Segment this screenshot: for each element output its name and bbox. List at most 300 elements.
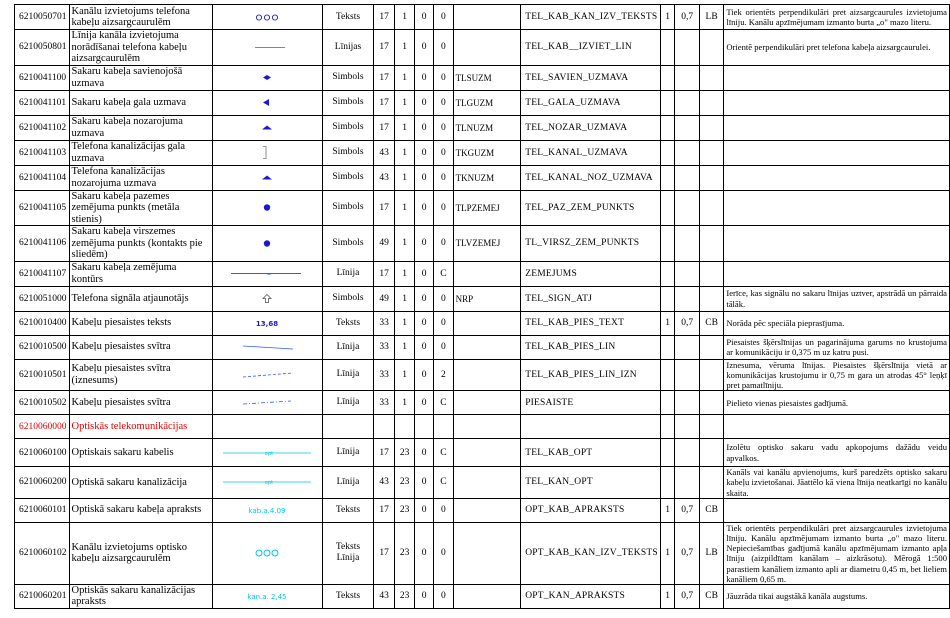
desc-cell (724, 498, 950, 522)
c4-cell: 2 (434, 359, 453, 391)
symbol-cell (212, 439, 322, 467)
c7-cell (699, 391, 723, 415)
c3-cell: 0 (414, 286, 433, 311)
ground-line-icon (217, 263, 317, 284)
c3-cell (414, 415, 433, 439)
section-header-row (15, 415, 950, 439)
opt-cable-line-icon (217, 441, 317, 465)
c7-cell (699, 90, 723, 115)
type-cell (323, 5, 374, 30)
type-cell (323, 30, 374, 66)
c6-cell (675, 467, 699, 499)
code-cell: 6210010502 (15, 391, 70, 415)
type-cell (323, 311, 374, 335)
c1-cell: 17 (373, 30, 394, 66)
c5-cell (660, 439, 675, 467)
c5-cell (660, 335, 675, 359)
name-cell: Optiskā sakaru kanalizācija (69, 467, 212, 499)
abbr-cell (453, 522, 521, 584)
c2-cell: 23 (395, 439, 415, 467)
code-cell: 6210041102 (15, 115, 70, 140)
c5-cell (660, 359, 675, 391)
c7-cell: CB (699, 498, 723, 522)
name-cell: Telefona kanalizācijas gala uzmava (69, 140, 212, 165)
type-cell (323, 359, 374, 391)
full-cell: TEL_KAB_PIES_TEXT (521, 311, 661, 335)
type-label: Simbols (332, 147, 364, 157)
slanted-line-icon (217, 337, 317, 357)
c6-cell (675, 140, 699, 165)
c7-cell (699, 439, 723, 467)
code-cell: 6210060100 (15, 439, 70, 467)
dashed-line-icon (217, 365, 317, 385)
abbr-cell (453, 311, 521, 335)
type-cell (323, 190, 374, 226)
c4-cell: 0 (434, 90, 453, 115)
abbr-cell: TKNUZM (453, 165, 521, 190)
c3-cell: 0 (414, 498, 433, 522)
c2-cell: 1 (395, 311, 415, 335)
c6-cell (675, 359, 699, 391)
c4-cell: 0 (434, 5, 453, 30)
c7-cell (699, 467, 723, 499)
desc-cell: Orientē perpendikulāri pret telefona kabeļa aizsargcaurulei. (724, 30, 950, 66)
table-row (15, 359, 950, 391)
table-row (15, 335, 950, 359)
dot-icon (217, 230, 317, 257)
type-label: Līnija (336, 268, 360, 278)
c2-cell: 23 (395, 467, 415, 499)
full-cell: TEL_KAB_OPT (521, 439, 661, 467)
table-row (15, 30, 950, 66)
name-cell: Sakaru kabeļa gala uzmava (69, 90, 212, 115)
c1-cell: 49 (373, 286, 394, 311)
symbol-cell (212, 415, 322, 439)
c5-cell (660, 90, 675, 115)
c2-cell: 1 (395, 226, 415, 262)
abbr-cell (453, 30, 521, 66)
type-cell (323, 140, 374, 165)
three-cyan-circles-icon (217, 532, 317, 574)
c3-cell: 0 (414, 522, 433, 584)
symbol-cell (212, 165, 322, 190)
full-cell: ZEMEJUMS (521, 261, 661, 286)
code-cell: 6210060201 (15, 584, 70, 608)
name-cell: Sakaru kabeļa nozarojuma uzmava (69, 115, 212, 140)
c1-cell: 33 (373, 359, 394, 391)
c4-cell: 0 (434, 335, 453, 359)
c3-cell: 0 (414, 335, 433, 359)
name-cell: Sakaru kabeļa virszemes zemējuma punkts (kontakts pie sliedēm) (69, 226, 212, 262)
symbol-table (14, 4, 950, 609)
full-cell: TEL_KAB_PIES_LIN_IZN (521, 359, 661, 391)
up-triangle-icon (217, 117, 317, 138)
desc-cell: Pielieto vienas piesaistes gadījumā. (724, 391, 950, 415)
abbr-cell: TLPZEMEJ (453, 190, 521, 226)
abbr-cell: TLGUZM (453, 90, 521, 115)
c3-cell: 0 (414, 311, 433, 335)
full-cell: TEL_GALA_UZMAVA (521, 90, 661, 115)
c1-cell: 43 (373, 140, 394, 165)
full-cell (521, 415, 661, 439)
c6-cell: 0,7 (675, 498, 699, 522)
table-row (15, 261, 950, 286)
full-cell: TEL_KANAL_UZMAVA (521, 140, 661, 165)
c3-cell: 0 (414, 439, 433, 467)
c3-cell: 0 (414, 115, 433, 140)
c7-cell (699, 226, 723, 262)
symbol-cell (212, 65, 322, 90)
abbr-cell (453, 5, 521, 30)
type-label: Līnija (336, 476, 360, 487)
desc-cell: Ierīce, kas signālu no sakaru līnijas uztver, apstrādā un pārraida tālāk. (724, 286, 950, 311)
abbr-cell: TKGUZM (453, 140, 521, 165)
code-cell: 6210041107 (15, 261, 70, 286)
full-cell: TEL_KAB__IZVIET_LIN (521, 30, 661, 66)
symbol-cell (212, 226, 322, 262)
c4-cell: 0 (434, 226, 453, 262)
abbr-cell: TLVZEMEJ (453, 226, 521, 262)
c4-cell (434, 415, 453, 439)
symbol-cell (212, 467, 322, 499)
c3-cell: 0 (414, 359, 433, 391)
desc-cell (724, 165, 950, 190)
desc-cell: Izolētu optisko sakaru vadu apkopojums dažādu veidu apvalkos. (724, 439, 950, 467)
desc-cell (724, 90, 950, 115)
symbol-cell (212, 30, 322, 66)
type-label: Teksts (335, 504, 361, 515)
abbr-cell (453, 261, 521, 286)
c1-cell: 49 (373, 226, 394, 262)
c1-cell: 17 (373, 115, 394, 140)
symbol-cell (212, 584, 322, 608)
c5-cell (660, 115, 675, 140)
c5-cell (660, 226, 675, 262)
c7-cell (699, 359, 723, 391)
svg-text:kan.a. 2,45: kan.a. 2,45 (247, 593, 287, 602)
table-row (15, 165, 950, 190)
c2-cell: 1 (395, 359, 415, 391)
c4-cell: C (434, 467, 453, 499)
c1-cell: 33 (373, 391, 394, 415)
type-cell (323, 584, 374, 608)
type-label: Simbols (332, 72, 364, 82)
c1-cell: 43 (373, 467, 394, 499)
c6-cell (675, 190, 699, 226)
name-cell: Līnija kanāla izvietojuma norādīšanai telefona kabeļu aizsargcaurulēm (69, 30, 212, 66)
symbol-cell (212, 311, 322, 335)
type-cell (323, 415, 374, 439)
type-cell (323, 261, 374, 286)
c5-cell (660, 261, 675, 286)
full-cell: TEL_NOZAR_UZMAVA (521, 115, 661, 140)
c7-cell (699, 190, 723, 226)
c1-cell: 33 (373, 335, 394, 359)
c4-cell: 0 (434, 522, 453, 584)
code-cell: 6210051000 (15, 286, 70, 311)
c4-cell: 0 (434, 311, 453, 335)
c5-cell (660, 391, 675, 415)
table-row (15, 90, 950, 115)
desc-cell (724, 190, 950, 226)
name-cell: Kanālu izvietojums telefona kabeļu aizsargcaurulēm (69, 5, 212, 30)
c6-cell (675, 165, 699, 190)
abbr-cell: TLNUZM (453, 115, 521, 140)
c6-cell (675, 391, 699, 415)
name-cell: Optiskās sakaru kanalizācijas apraksts (69, 584, 212, 608)
c3-cell: 0 (414, 5, 433, 30)
full-cell: TEL_KANAL_NOZ_UZMAVA (521, 165, 661, 190)
symbol-cell (212, 261, 322, 286)
c7-cell: LB (699, 5, 723, 30)
c5-cell (660, 165, 675, 190)
name-cell: Telefona signāla atjaunotājs (69, 286, 212, 311)
type-label: Teksts (335, 542, 361, 553)
c6-cell: 0,7 (675, 5, 699, 30)
c5-cell: 1 (660, 498, 675, 522)
symbol-cell (212, 335, 322, 359)
name-cell: Sakaru kabeļa zemējuma kontūrs (69, 261, 212, 286)
table-row (15, 286, 950, 311)
code-cell: 6210050801 (15, 30, 70, 66)
symbol-cell (212, 286, 322, 311)
c5-cell (660, 65, 675, 90)
c6-cell (675, 90, 699, 115)
type-label: Simbols (332, 97, 364, 107)
name-cell: Kabeļu piesaistes teksts (69, 311, 212, 335)
c5-cell: 1 (660, 584, 675, 608)
type-cell (323, 226, 374, 262)
c3-cell: 0 (414, 226, 433, 262)
c7-cell: LB (699, 522, 723, 584)
code-cell: 6210060000 (15, 415, 70, 439)
c3-cell: 0 (414, 90, 433, 115)
abbr-cell (453, 584, 521, 608)
type-cell (323, 65, 374, 90)
type-label: Līnija (336, 447, 360, 458)
abbr-cell (453, 439, 521, 467)
c7-cell (699, 115, 723, 140)
table-row (15, 115, 950, 140)
c5-cell: 1 (660, 5, 675, 30)
table-row (15, 498, 950, 522)
c7-cell (699, 30, 723, 66)
thin-line-icon (217, 34, 317, 61)
c7-cell (699, 286, 723, 311)
name-cell: Optiskā sakaru kabeļa apraksts (69, 498, 212, 522)
code-cell: 6210041105 (15, 190, 70, 226)
svg-text:opt: opt (265, 450, 274, 457)
svg-text:13,68: 13,68 (256, 320, 279, 328)
abbr-cell (453, 359, 521, 391)
c4-cell: 0 (434, 498, 453, 522)
table-body (15, 5, 950, 609)
c2-cell (395, 415, 415, 439)
code-cell: 6210060200 (15, 467, 70, 499)
opt-kan-line-icon (217, 470, 317, 494)
c6-cell (675, 65, 699, 90)
table-row (15, 140, 950, 165)
desc-cell: Iznesuma, vēruma līnijas. Piesaistes šķērslīnija vietā ar komunikācijas krustojumu ir 0,75 m gara un atrodas 45° leņķī pret pamatlīniju. (724, 359, 950, 391)
c5-cell: 1 (660, 522, 675, 584)
type-label: Teksts (335, 590, 361, 601)
code-cell: 6210050701 (15, 5, 70, 30)
c2-cell: 1 (395, 65, 415, 90)
full-cell: TEL_KAB_KAN_IZV_TEKSTS (521, 5, 661, 30)
c5-cell (660, 190, 675, 226)
c2-cell: 23 (395, 522, 415, 584)
c2-cell: 1 (395, 165, 415, 190)
type-label: Līnija (336, 397, 360, 408)
name-cell: Sakaru kabeļa pazemes zemējuma punkts (metāla stienis) (69, 190, 212, 226)
symbol-cell (212, 190, 322, 226)
type-label: Līnija (336, 341, 360, 352)
abbr-cell: NRP (453, 286, 521, 311)
desc-cell (724, 140, 950, 165)
dot-icon (217, 194, 317, 221)
c4-cell: 0 (434, 30, 453, 66)
type-label: Teksts (335, 317, 361, 328)
full-cell: PIESAISTE (521, 391, 661, 415)
c5-cell (660, 286, 675, 311)
c1-cell: 17 (373, 5, 394, 30)
desc-cell: Norāda pēc speciāla pieprasījuma. (724, 311, 950, 335)
type-cell (323, 335, 374, 359)
c2-cell: 1 (395, 30, 415, 66)
full-cell: TL_VIRSZ_ZEM_PUNKTS (521, 226, 661, 262)
desc-cell: Tiek orientēts perpendikulāri pret aizsargcaurules izvietojuma līniju. Kanālu apzīmējumam izmanto burta „o" mazo literu. Nepieciešamības gadījumā kanālu apzīmējumam izmanto apļa līniju (aizpildītam kanālam – aizkrāsotu). Mērogā 1:500 parastiem kanāliem izmanto apli ar diametru 0,45 m, bet lieliem kanāliem 0,65 m. (724, 522, 950, 584)
table-row (15, 311, 950, 335)
c2-cell: 1 (395, 335, 415, 359)
c7-cell: CB (699, 311, 723, 335)
c6-cell (675, 286, 699, 311)
c7-cell (699, 65, 723, 90)
table-row (15, 65, 950, 90)
c6-cell (675, 439, 699, 467)
type-cell (323, 165, 374, 190)
full-cell: OPT_KAB_APRAKSTS (521, 498, 661, 522)
text-kab-icon (217, 500, 317, 520)
name-cell: Kabeļu piesaistes svītra (69, 335, 212, 359)
code-cell: 6210010501 (15, 359, 70, 391)
name-cell: Sakaru kabeļa savienojošā uzmava (69, 65, 212, 90)
c2-cell: 1 (395, 140, 415, 165)
c2-cell: 1 (395, 286, 415, 311)
c6-cell (675, 115, 699, 140)
type-label: Teksts (335, 11, 361, 22)
desc-cell: Jāuzrāda tikai augstākā kanāla augstums. (724, 584, 950, 608)
c5-cell (660, 140, 675, 165)
c5-cell: 1 (660, 311, 675, 335)
c6-cell: 0,7 (675, 311, 699, 335)
code-cell: 6210060102 (15, 522, 70, 584)
c4-cell: C (434, 261, 453, 286)
abbr-cell: TLSUZM (453, 65, 521, 90)
name-cell: Kabeļu piesaistes svītra (69, 391, 212, 415)
c2-cell: 1 (395, 391, 415, 415)
svg-text:opt: opt (265, 480, 274, 487)
symbol-cell (212, 391, 322, 415)
c3-cell: 0 (414, 30, 433, 66)
c6-cell: 0,7 (675, 584, 699, 608)
desc-cell (724, 226, 950, 262)
type-label: Simbols (332, 237, 364, 248)
c3-cell: 0 (414, 165, 433, 190)
type-cell (323, 115, 374, 140)
type-label: Simbols (332, 293, 364, 303)
table-row (15, 5, 950, 30)
desc-cell (724, 65, 950, 90)
c3-cell: 0 (414, 65, 433, 90)
c1-cell (373, 415, 394, 439)
symbol-cell (212, 115, 322, 140)
c3-cell: 0 (414, 261, 433, 286)
c4-cell: 0 (434, 65, 453, 90)
type-label: Līnijas (334, 41, 362, 52)
c1-cell: 43 (373, 584, 394, 608)
symbol-cell (212, 359, 322, 391)
type-cell (323, 439, 374, 467)
name-cell: Optiskais sakaru kabelis (69, 439, 212, 467)
c2-cell: 1 (395, 5, 415, 30)
abbr-cell (453, 335, 521, 359)
c1-cell: 17 (373, 65, 394, 90)
up-triangle-icon (217, 167, 317, 188)
full-cell: OPT_KAN_APRAKSTS (521, 584, 661, 608)
desc-cell: Tiek orientēts perpendikulāri pret aizsargcaurules izvietojuma līniju. Kanālu apzīmējumam izmanto burta „o" mazo literu. (724, 5, 950, 30)
c1-cell: 17 (373, 90, 394, 115)
name-cell: Optiskās telekomunikācijas (69, 415, 212, 439)
c2-cell: 23 (395, 584, 415, 608)
svg-text:kab.a.4.09: kab.a.4.09 (248, 507, 286, 516)
text-1368-icon (217, 313, 317, 333)
c2-cell: 1 (395, 190, 415, 226)
c5-cell (660, 415, 675, 439)
dash-dot-line-icon (217, 393, 317, 413)
diamond-icon (217, 67, 317, 88)
c4-cell: 0 (434, 584, 453, 608)
table-row (15, 584, 950, 608)
full-cell: TEL_SIGN_ATJ (521, 286, 661, 311)
arrow-up-icon (217, 288, 317, 309)
bracket-icon (217, 142, 317, 163)
svg-text:=: = (266, 271, 272, 278)
full-cell: TEL_KAN_OPT (521, 467, 661, 499)
type-cell (323, 522, 374, 584)
c3-cell: 0 (414, 391, 433, 415)
full-cell: TEL_PAZ_ZEM_PUNKTS (521, 190, 661, 226)
type-cell (323, 90, 374, 115)
c4-cell: 0 (434, 286, 453, 311)
c7-cell (699, 165, 723, 190)
symbol-cell (212, 140, 322, 165)
name-cell: Kanālu izvietojums optisko kabeļu aizsargcaurulēm (69, 522, 212, 584)
symbol-cell (212, 90, 322, 115)
c4-cell: 0 (434, 140, 453, 165)
desc-cell: Piesaistes šķērslīnijas un pagarinājuma garums no krustojuma ar komunikāciju ir 0,375 m uz katru pusi. (724, 335, 950, 359)
c4-cell: C (434, 391, 453, 415)
c4-cell: 0 (434, 115, 453, 140)
table-row (15, 439, 950, 467)
c6-cell (675, 415, 699, 439)
desc-cell (724, 115, 950, 140)
left-triangle-icon (217, 92, 317, 113)
three-circles-icon (217, 7, 317, 28)
code-cell: 6210041100 (15, 65, 70, 90)
table-row (15, 522, 950, 584)
desc-cell (724, 415, 950, 439)
type-label: Simbols (332, 202, 364, 213)
